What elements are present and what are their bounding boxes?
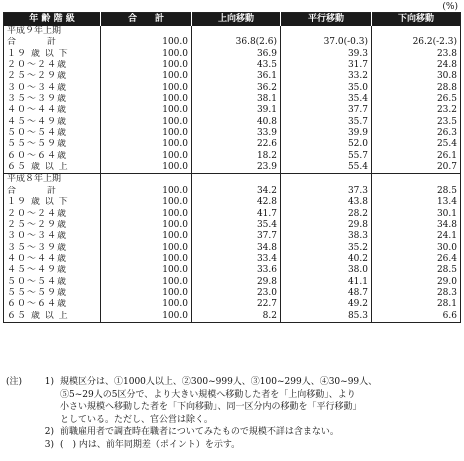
downward-cell: 28.5: [436, 185, 457, 196]
total-cell: 100.0: [101, 83, 192, 94]
section-title: 平成８年上期: [4, 174, 101, 186]
table-body: [4, 26, 461, 322]
upward-cell: 41.7: [192, 209, 281, 220]
total-cell: 100.0: [101, 71, 192, 82]
empty-cell: [372, 174, 461, 186]
table-row: [4, 277, 461, 288]
unit-label: (%): [442, 2, 458, 12]
total-cell: 100.0: [101, 94, 192, 105]
upward-cell: 42.8: [192, 197, 281, 208]
upward-cell: 22.7: [192, 299, 281, 310]
age-group-label: １９ 歳 以 下: [4, 197, 101, 208]
downward-cell: 30.1: [436, 208, 457, 219]
upward-cell: 43.5: [192, 60, 281, 71]
table-row: [4, 94, 461, 105]
age-group-label: ６５ 歳 以 上: [4, 162, 101, 174]
upward-cell: 40.8: [192, 117, 281, 128]
table-row: [4, 231, 461, 242]
empty-cell: [281, 26, 372, 37]
note-prefix: [6, 401, 36, 414]
header-parallel: 平行移動: [281, 13, 372, 27]
total-cell: 100.0: [101, 162, 192, 174]
upward-cell: 39.1: [192, 105, 281, 116]
total-cell: 100.0: [101, 220, 192, 231]
upward-cell: 29.8: [192, 277, 281, 288]
parallel-cell: 37.3: [281, 186, 372, 197]
total-cell: 100.0: [101, 128, 192, 139]
header-upward: 上向移動: [192, 13, 281, 27]
table-row: [4, 299, 461, 310]
age-group-label: ５５～５９歳: [4, 139, 101, 150]
note-text: としている。ただし、官公営は除く。: [60, 414, 213, 425]
age-group-label: 合 計: [4, 37, 101, 48]
empty-cell: [101, 174, 192, 186]
parallel-cell: 41.1: [281, 277, 372, 288]
total-cell: 100.0: [101, 37, 192, 48]
upward-cell: 36.1: [192, 71, 281, 82]
downward-cell: 30.8: [436, 71, 457, 82]
parallel-cell: 28.2: [281, 209, 372, 220]
downward-cell: 28.1: [436, 299, 457, 310]
table-row: [4, 254, 461, 265]
downward-cell: 26.2(-2.3): [412, 37, 457, 48]
table-row: [4, 37, 461, 48]
downward-cell: 6.6: [442, 310, 457, 321]
age-group-label: ２５～２９歳: [4, 71, 101, 82]
age-group-label: ３０～３４歳: [4, 83, 101, 94]
downward-cell: 28.3: [436, 287, 457, 298]
upward-cell: 38.1: [192, 94, 281, 105]
downward-cell: 26.3: [436, 128, 457, 139]
parallel-cell: 52.0: [281, 139, 372, 150]
note-prefix: (注): [6, 377, 23, 387]
downward-cell: 13.4: [436, 197, 457, 208]
note-number: 2): [44, 427, 54, 438]
parallel-cell: 31.7: [281, 60, 372, 71]
age-group-label: ２０～２４歳: [4, 60, 101, 71]
note-text: 前職雇用者で調査時在職者についてみたもので規模不詳は含まない。: [60, 427, 339, 438]
age-group-label: ３５～３９歳: [4, 94, 101, 105]
total-cell: 100.0: [101, 265, 192, 276]
table-row: [4, 220, 461, 231]
total-cell: 100.0: [101, 49, 192, 60]
downward-cell: 26.4: [436, 253, 457, 264]
total-cell: 100.0: [101, 209, 192, 220]
downward-cell: 20.7: [436, 162, 457, 173]
parallel-cell: 37.7: [281, 105, 372, 116]
downward-cell: 26.5: [436, 94, 457, 105]
age-group-label: ２０～２４歳: [4, 209, 101, 220]
note-number: 1): [44, 377, 54, 387]
age-group-label: ４０～４４歳: [4, 254, 101, 265]
header-age-group: 年 齢 階 級: [4, 13, 101, 27]
parallel-cell: 35.4: [281, 94, 372, 105]
parallel-cell: 55.7: [281, 151, 372, 162]
notes-section: [6, 376, 458, 452]
note-line: [6, 376, 458, 389]
age-group-label: ５０～５４歳: [4, 277, 101, 288]
parallel-cell: 48.7: [281, 288, 372, 299]
upward-cell: 36.2: [192, 83, 281, 94]
note-text: ( ) 内は、前年同期差（ポイント）を示す。: [60, 439, 241, 450]
parallel-cell: 37.0(-0.3): [281, 37, 372, 48]
downward-cell: 29.0: [436, 276, 457, 287]
total-cell: 100.0: [101, 139, 192, 150]
table-row: [4, 105, 461, 116]
header-downward: 下向移動: [372, 13, 461, 27]
total-cell: 100.0: [101, 186, 192, 197]
parallel-cell: 49.2: [281, 299, 372, 310]
parallel-cell: 33.2: [281, 71, 372, 82]
empty-cell: [101, 26, 192, 37]
table-row: [4, 265, 461, 276]
note-text: ⑤5~29人の5区分で、より大きい規模へ移動した者を「上向移動」、より: [60, 389, 356, 400]
total-cell: 100.0: [101, 311, 192, 323]
upward-cell: 23.0: [192, 288, 281, 299]
table-row: [4, 186, 461, 197]
total-cell: 100.0: [101, 151, 192, 162]
parallel-cell: 55.4: [281, 162, 372, 174]
parallel-cell: 43.8: [281, 197, 372, 208]
age-group-label: ４０～４４歳: [4, 105, 101, 116]
empty-cell: [192, 174, 281, 186]
header-total: 合 計: [101, 13, 192, 27]
mobility-table: [3, 12, 461, 323]
age-group-label: 合 計: [4, 186, 101, 197]
empty-cell: [192, 26, 281, 37]
table-row: [4, 311, 461, 323]
total-cell: 100.0: [101, 288, 192, 299]
downward-cell: 28.8: [436, 82, 457, 93]
downward-cell: 25.4: [436, 139, 457, 150]
table-row: [4, 197, 461, 208]
total-cell: 100.0: [101, 60, 192, 71]
table-row: [4, 128, 461, 139]
age-group-label: ４５～４９歳: [4, 265, 101, 276]
note-number: [36, 414, 60, 427]
table-row: [4, 60, 461, 71]
section-header-row: [4, 26, 461, 37]
downward-cell: 23.8: [436, 48, 457, 59]
total-cell: 100.0: [101, 117, 192, 128]
note-prefix: [6, 389, 36, 402]
downward-cell: 26.1: [436, 150, 457, 161]
note-text: 規模区分は、①1000人以上、②300~999人、③100~299人、④30~99人、: [60, 377, 378, 387]
note-prefix: [6, 439, 36, 452]
table-row: [4, 71, 461, 82]
upward-cell: 36.8(2.6): [192, 37, 281, 48]
upward-cell: 22.6: [192, 139, 281, 150]
upward-cell: 37.7: [192, 231, 281, 242]
empty-cell: [281, 174, 372, 186]
downward-cell: 23.5: [436, 116, 457, 127]
note-line: [6, 414, 458, 427]
section-header-row: [4, 174, 461, 186]
table-row: [4, 49, 461, 60]
total-cell: 100.0: [101, 197, 192, 208]
parallel-cell: 29.8: [281, 220, 372, 231]
table-row: [4, 162, 461, 174]
age-group-label: ６０～６４歳: [4, 151, 101, 162]
note-line: [6, 389, 458, 402]
downward-cell: 24.1: [436, 231, 457, 242]
downward-cell: 23.2: [436, 105, 457, 116]
table-row: [4, 117, 461, 128]
upward-cell: 33.4: [192, 254, 281, 265]
note-number: 3): [44, 439, 54, 450]
total-cell: 100.0: [101, 105, 192, 116]
upward-cell: 34.2: [192, 186, 281, 197]
table-row: [4, 83, 461, 94]
note-line: [6, 401, 458, 414]
age-group-label: ２５～２９歳: [4, 220, 101, 231]
parallel-cell: 38.3: [281, 231, 372, 242]
parallel-cell: 35.7: [281, 117, 372, 128]
upward-cell: 8.2: [192, 311, 281, 323]
table-row: [4, 209, 461, 220]
note-number: [36, 401, 60, 414]
parallel-cell: 85.3: [281, 311, 372, 323]
age-group-label: ３０～３４歳: [4, 231, 101, 242]
parallel-cell: 35.0: [281, 83, 372, 94]
age-group-label: ５０～５４歳: [4, 128, 101, 139]
parallel-cell: 38.0: [281, 265, 372, 276]
downward-cell: 28.5: [436, 265, 457, 276]
note-number: [36, 389, 60, 402]
total-cell: 100.0: [101, 277, 192, 288]
parallel-cell: 39.9: [281, 128, 372, 139]
total-cell: 100.0: [101, 254, 192, 265]
upward-cell: 33.6: [192, 265, 281, 276]
note-prefix: [6, 414, 36, 427]
age-group-label: ６５ 歳 以 上: [4, 311, 101, 323]
note-line: [6, 439, 458, 452]
total-cell: 100.0: [101, 243, 192, 254]
upward-cell: 34.8: [192, 243, 281, 254]
table-row: [4, 243, 461, 254]
age-group-label: ３５～３９歳: [4, 243, 101, 254]
total-cell: 100.0: [101, 299, 192, 310]
upward-cell: 36.9: [192, 49, 281, 60]
age-group-label: ５５～５９歳: [4, 288, 101, 299]
age-group-label: １９ 歳 以 下: [4, 49, 101, 60]
upward-cell: 33.9: [192, 128, 281, 139]
upward-cell: 35.4: [192, 220, 281, 231]
section-title: 平成９年上期: [4, 26, 101, 37]
table-row: [4, 288, 461, 299]
age-group-label: ４５～４９歳: [4, 117, 101, 128]
header-row: [4, 13, 461, 27]
parallel-cell: 40.2: [281, 254, 372, 265]
total-cell: 100.0: [101, 231, 192, 242]
upward-cell: 18.2: [192, 151, 281, 162]
downward-cell: 34.8: [436, 219, 457, 230]
age-group-label: ６０～６４歳: [4, 299, 101, 310]
note-prefix: [6, 426, 36, 439]
table-row: [4, 139, 461, 150]
upward-cell: 23.9: [192, 162, 281, 174]
note-text: 小さい規模へ移動した者を「下向移動」、同一区分内の移動を「平行移動」: [60, 402, 362, 413]
parallel-cell: 35.2: [281, 243, 372, 254]
downward-cell: 30.0: [436, 242, 457, 253]
downward-cell: 24.8: [436, 60, 457, 71]
parallel-cell: 39.3: [281, 49, 372, 60]
note-line: [6, 426, 458, 439]
table-row: [4, 151, 461, 162]
empty-cell: [372, 26, 461, 37]
